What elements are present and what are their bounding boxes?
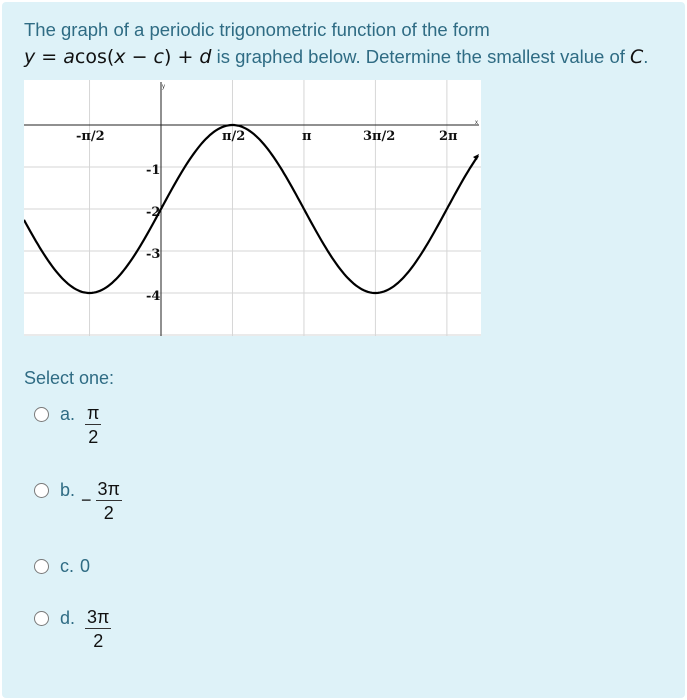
- question-line-2: [24, 43, 664, 71]
- x-tick-label: 3π/2: [363, 129, 396, 144]
- formula: [24, 46, 211, 68]
- negative-sign: −: [81, 490, 92, 510]
- select-one-label: Select one:: [24, 368, 115, 388]
- formula-close: ) +: [164, 46, 200, 68]
- option-letter: c.: [60, 556, 75, 576]
- denominator: 2: [103, 503, 114, 524]
- formula-equals: =: [35, 46, 64, 68]
- option-letter: a.: [60, 404, 76, 424]
- radio-button[interactable]: [34, 611, 49, 626]
- x-tick-label: π: [302, 129, 312, 144]
- fraction: [96, 478, 122, 525]
- formula-d: d: [199, 46, 212, 68]
- x-axis-label: x: [475, 120, 478, 126]
- x-tick-label: π/2: [222, 129, 246, 144]
- formula-a: a: [63, 46, 75, 68]
- denominator: 2: [88, 427, 99, 448]
- y-tick-label: -4: [146, 289, 161, 304]
- y-tick-label: -3: [146, 247, 161, 262]
- numerator: 3π: [87, 607, 110, 627]
- x-tick-label: -π/2: [76, 129, 105, 144]
- formula-c: c: [153, 46, 164, 68]
- question-line-1: The graph of a periodic trigonometric function of the form: [24, 19, 490, 40]
- y-tick-label: -2: [146, 205, 161, 220]
- numerator: π: [87, 403, 100, 423]
- denominator: 2: [93, 631, 104, 652]
- option-c[interactable]: [34, 554, 90, 578]
- y-axis-label: y: [162, 84, 165, 90]
- question-card: [2, 2, 685, 698]
- function-graph: [24, 80, 481, 336]
- fraction: [85, 402, 101, 449]
- y-tick-label: -1: [146, 163, 161, 178]
- radio-button[interactable]: [34, 483, 49, 498]
- option-b[interactable]: [34, 478, 122, 525]
- numerator: 3π: [97, 479, 120, 499]
- question-text: [24, 16, 664, 71]
- option-letter: b.: [60, 480, 76, 500]
- formula-y: y: [24, 46, 36, 68]
- question-line-2-text: is graphed below. Determine the smallest value of: [211, 46, 631, 67]
- option-d[interactable]: [34, 606, 111, 653]
- question-variable-c: C: [630, 46, 644, 68]
- formula-minus: −: [125, 46, 154, 68]
- question-period: .: [643, 46, 649, 67]
- grid: [24, 80, 481, 336]
- option-letter: d.: [60, 608, 76, 628]
- radio-button[interactable]: [34, 407, 49, 422]
- formula-x: x: [114, 46, 126, 68]
- formula-cos: cos(: [74, 46, 115, 68]
- fraction: [85, 606, 111, 653]
- graph-svg: [24, 80, 481, 336]
- option-value: 0: [80, 556, 91, 576]
- option-a[interactable]: [34, 402, 101, 449]
- radio-button[interactable]: [34, 559, 49, 574]
- x-tick-label: 2π: [439, 129, 458, 144]
